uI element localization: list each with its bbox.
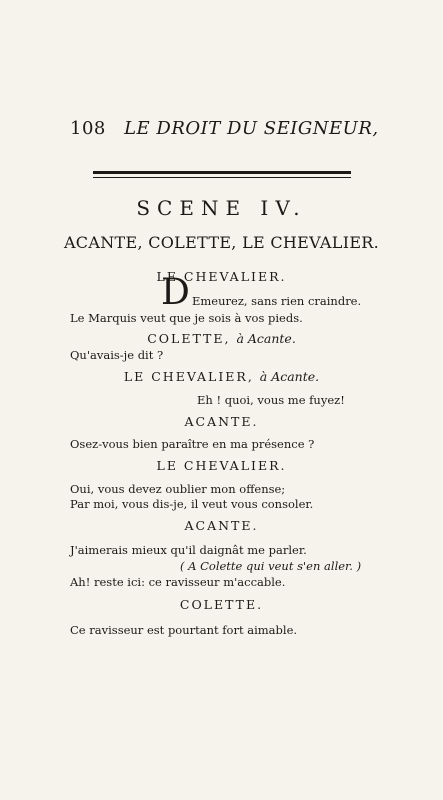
stage-direction: à Acante. — [259, 369, 320, 384]
thick-rule — [93, 171, 351, 174]
running-title: LE DROIT DU SEIGNEUR, — [124, 118, 379, 139]
speaker-name: LE CHEVALIER, — [123, 369, 254, 384]
speaker-colette — [0, 332, 443, 346]
speaker-name: COLETTE, — [147, 331, 231, 346]
verse-line: Emeurez, sans rien craindre. — [192, 294, 362, 308]
speaker-acante: ACANTE. — [184, 518, 259, 533]
cast-list: ACANTE, COLETTE, LE CHEVALIER. — [63, 233, 380, 252]
verse-line: Eh ! quoi, vous me fuyez! — [197, 393, 345, 407]
verse-line: Le Marquis veut que je sois à vos pieds. — [70, 311, 303, 325]
stage-direction: ( A Colette qui veut s'en aller. ) — [180, 559, 362, 573]
verse-line: Par moi, vous dis-je, il veut vous consoler. — [70, 497, 314, 511]
speaker-chevalier — [0, 370, 443, 384]
verse-line: Ce ravisseur est pourtant fort aimable. — [70, 623, 298, 637]
scene-title: SCENE IV. — [136, 196, 307, 220]
thin-rule — [93, 177, 351, 178]
drop-cap: D — [161, 272, 190, 313]
speaker-colette: COLETTE. — [179, 597, 264, 612]
verse-line: Oui, vous devez oublier mon offense; — [70, 482, 286, 496]
page-number: 108 — [70, 118, 106, 139]
verse-line: Ah! reste ici: ce ravisseur m'accable. — [70, 575, 286, 589]
verse-line: Osez-vous bien paraître en ma présence ? — [70, 437, 315, 451]
stage-direction: à Acante. — [236, 331, 296, 346]
verse-line: Qu'avais-je dit ? — [70, 348, 164, 362]
running-header — [70, 118, 379, 142]
speaker-chevalier: LE CHEVALIER. — [156, 269, 287, 284]
speaker-acante: ACANTE. — [184, 414, 259, 429]
speaker-chevalier: LE CHEVALIER. — [156, 458, 287, 473]
verse-line: J'aimerais mieux qu'il daignât me parler. — [70, 543, 307, 557]
